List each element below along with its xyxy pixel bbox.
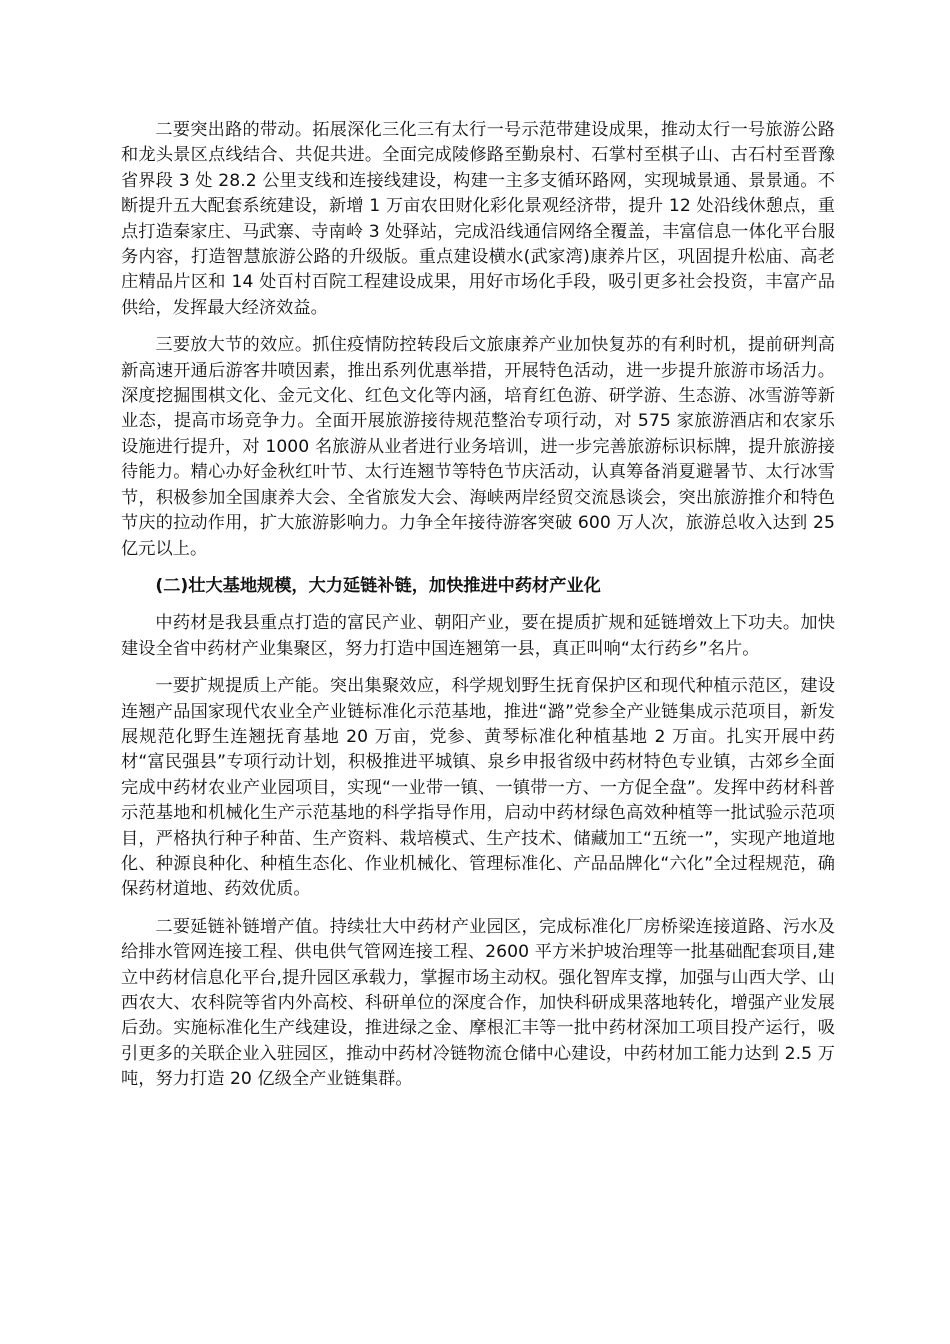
section-heading-herbal-medicine: (二)壮大基地规模，大力延链补链，加快推进中药材产业化 (155, 575, 601, 596)
document-page (121, 118, 835, 1105)
paragraph-festival-effect: 三要放大节的效应。抓住疫情防控转段后文旅康养产业加快复苏的有利时机，提前研判高新高速开通后游客井喷因素，推出系列优惠举措，开展特色活动，进一步提升旅游市场活力。深度挖掘围棋文化、金元文化、红色文化等内涵，培育红色游、研学游、生态游、冰雪游等新业态，提高市场竞争力。全面开展旅游接待规范整治专项行动，对 575 家旅游酒店和农家乐设施进行提升，对 1000 名旅游从业者进行业务培训，进一步完善旅游标识标牌，提升旅游接待能力。精心办好金秋红叶节、太行连翘节等特色节庆活动，认真筹备消夏避暑节、太行冰雪节，积极参加全国康养大会、全省旅发大会、海峡两岸经贸交流恳谈会，突出旅游推介和特色节庆的拉动作用，扩大旅游影响力。力争全年接待游客突破 600 万人次，旅游总收入达到 25 亿元以上。 (121, 335, 835, 559)
paragraph-extend-chain: 二要延链补链增产值。持续壮大中药材产业园区，完成标准化厂房桥梁连接道路、污水及给排水管网连接工程、供电供气管网连接工程、2600 平方米护坡治理等一批基础配套项目,建立中药材信息化平台,提升园区承载力，掌握市场主动权。强化智库支撑，加强与山西大学、山西农大、农科院等省内外高校、科研单位的深度合作，加快科研成果落地转化，增强产业发展后劲。实施标准化生产线建设，推进绿之金、摩根汇丰等一批中药材深加工项目投产运行，吸引更多的关联企业入驻园区，推动中药材冷链物流仓储中心建设，中药材加工能力达到 2.5 万吨，努力打造 20 亿级全产业链集群。 (121, 916, 835, 1090)
paragraph-herbal-intro: 中药材是我县重点打造的富民产业、朝阳产业，要在提质扩规和延链增效上下功夫。加快建设全省中药材产业集聚区，努力打造中国连翘第一县，真正叫响“太行药乡”名片。 (121, 613, 835, 659)
paragraph-expand-capacity: 一要扩规提质上产能。突出集聚效应，科学规划野生抚育保护区和现代种植示范区，建设连翘产品国家现代农业全产业链标准化示范基地，推进“潞”党参全产业链集成示范项目，新发展规范化野生连翘抚育基地 20 万亩，党参、黄琴标准化种植基地 2 万亩。扎实开展中药材“富民强县”专项行动计划，积极推进平城镇、泉乡申报省级中药材特色专业镇，古郊乡全面完成中药材农业产业园项目，实现“一业带一镇、一镇带一方、一方促全盘”。发挥中药材科普示范基地和机械化生产示范基地的科学指导作用，启动中药材绿色高效种植等一批试验示范项目，严格执行种子种苗、生产资料、栽培模式、生产技术、储藏加工“五统一”，实现产地道地化、种源良种化、种植生态化、作业机械化、管理标准化、产品品牌化“六化”全过程规范，确保药材道地、药效优质。 (121, 676, 835, 900)
paragraph-road-driving: 二要突出路的带动。拓展深化三化三有太行一号示范带建设成果，推动太行一号旅游公路和龙头景区点线结合、共促共进。全面完成陵修路至勤泉村、石掌村至棋子山、古石村至晋豫省界段 3 处 28.2 公里支线和连接线建设，构建一主多支循环路网，实现城景通、景景通。不断提升五大配套系统建设，新增 1 万亩农田财化彩化景观经济带，提升 12 处沿线休憩点，重点打造秦家庄、马武寨、寺南岭 3 处驿站，完成沿线通信网络全覆盖，丰富信息一体化平台服务内容，打造智慧旅游公路的升级版。重点建设横水(武家湾)康养片区，巩固提升松庙、高老庄精品片区和 14 处百村百院工程建设成果，用好市场化手段，吸引更多社会投资，丰富产品供给，发挥最大经济效益。 (121, 120, 835, 318)
